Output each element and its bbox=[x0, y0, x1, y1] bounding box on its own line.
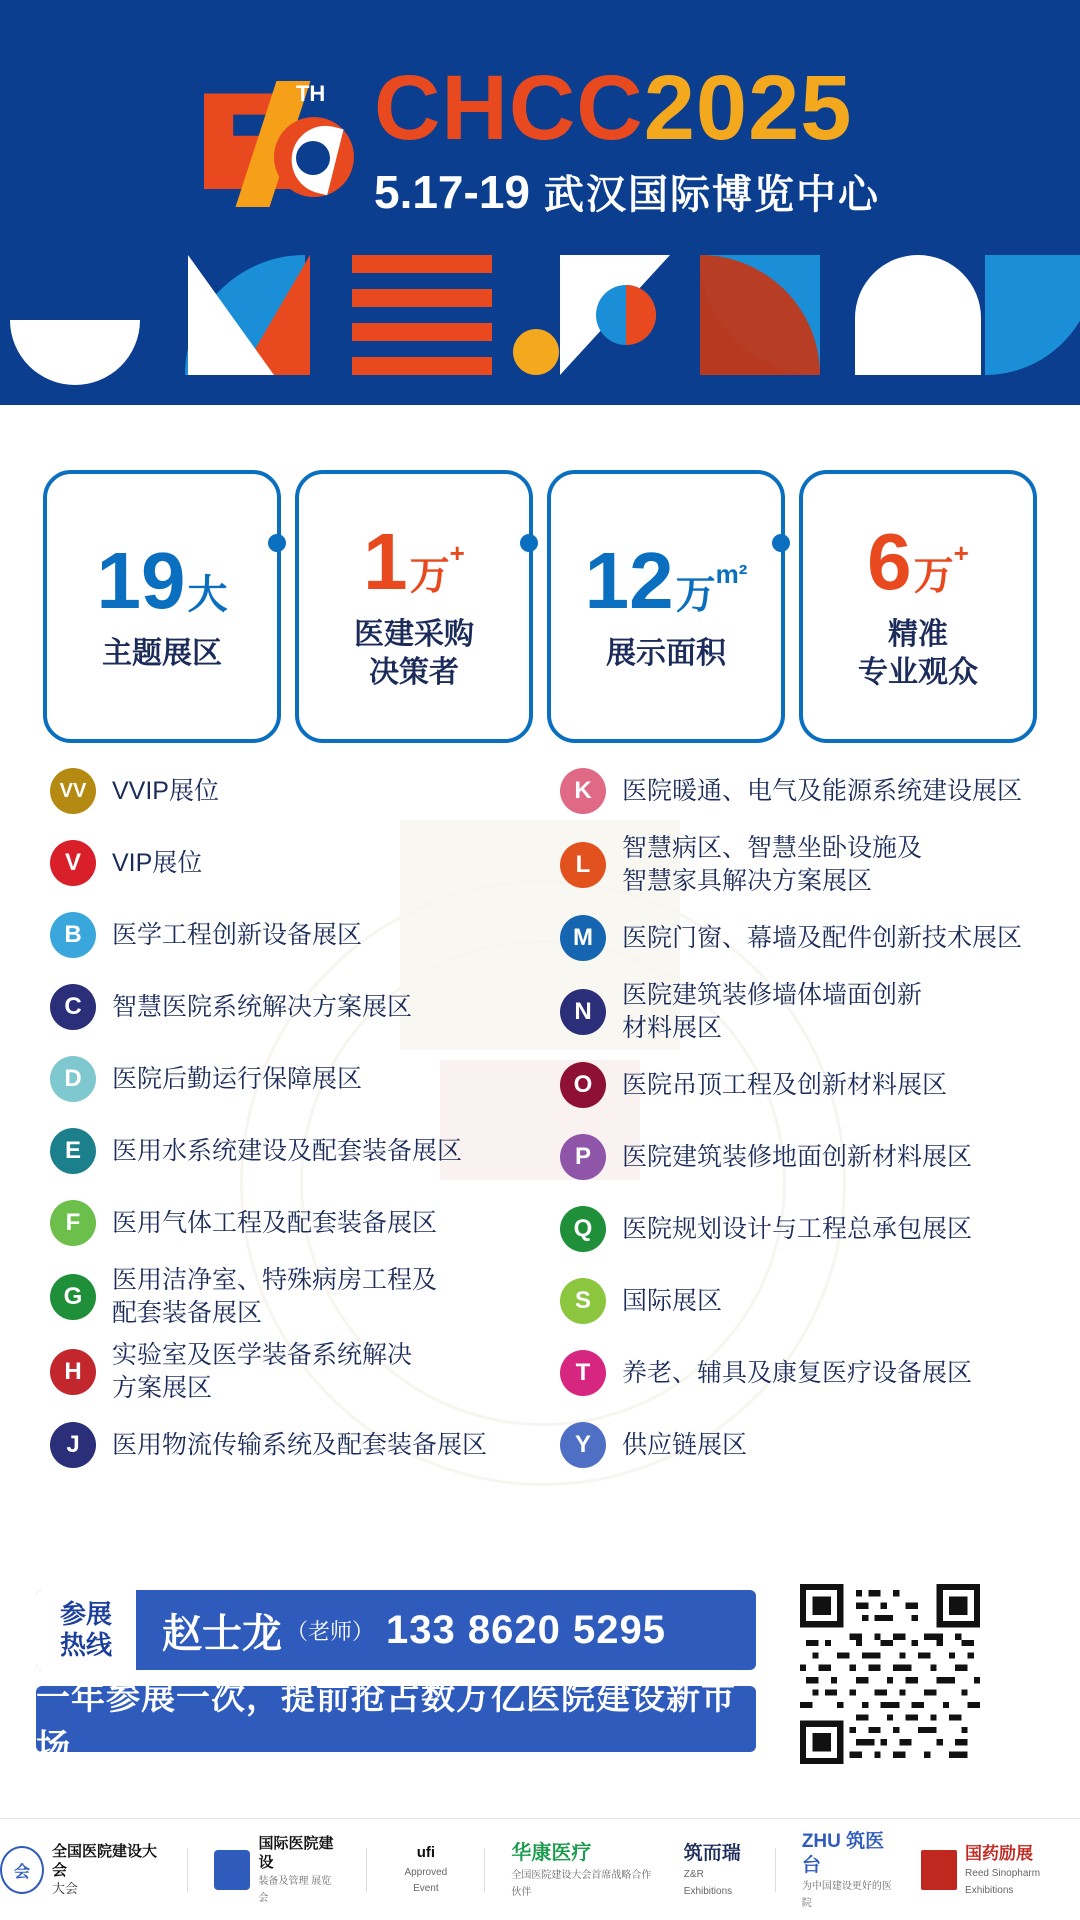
footer-1-sub: 装备及管理 展览会 bbox=[258, 1876, 332, 1904]
footer-3-name: 华康医疗 bbox=[511, 1842, 592, 1864]
slogan-bar: 一年参展一次，提前抢占数万亿医院建设新市场 bbox=[36, 1686, 756, 1752]
zone-label: 医用水系统建设及配套装备展区 bbox=[112, 1136, 463, 1165]
zone-badge-L: L bbox=[560, 842, 606, 888]
zone-label: 供应链展区 bbox=[622, 1430, 748, 1459]
zone-label: 医院门窗、幕墙及配件创新技术展区 bbox=[622, 923, 1023, 952]
footer-logo-6 bbox=[921, 1843, 1080, 1897]
zone-item bbox=[50, 976, 570, 1038]
zone-label: 医院规划设计与工程总承包展区 bbox=[622, 1214, 973, 1243]
qr-code[interactable] bbox=[800, 1584, 980, 1764]
zone-label: VIP展位 bbox=[112, 848, 203, 877]
anniversary-mark-icon bbox=[200, 67, 370, 217]
zone-item bbox=[560, 1270, 1080, 1332]
zone-label: 养老、辅具及康复医疗设备展区 bbox=[622, 1358, 973, 1387]
stat-3-label-b: 专业观众 bbox=[858, 655, 978, 689]
footer-1-name: 国际医院建设 bbox=[258, 1834, 334, 1871]
footer-logo-0 bbox=[0, 1843, 161, 1897]
footer-5-sub: 为中国建设更好的医院 bbox=[801, 1881, 892, 1909]
sinopharm-mark-icon bbox=[921, 1850, 957, 1890]
zone-item bbox=[50, 1192, 570, 1254]
decorative-band bbox=[0, 225, 1080, 405]
zone-item bbox=[560, 1054, 1080, 1116]
stat-1-value: 1 bbox=[363, 517, 408, 606]
zone-badge-N: N bbox=[560, 989, 606, 1035]
stat-card-1 bbox=[295, 470, 533, 743]
zone-badge-Q: Q bbox=[560, 1206, 606, 1252]
stat-0-label: 主题展区 bbox=[102, 636, 222, 670]
contact-phone[interactable]: 133 8620 5295 bbox=[386, 1607, 666, 1652]
bars-decor-icon bbox=[352, 255, 492, 375]
footer-6-sub: Reed Sinopharm Exhibitions bbox=[965, 1868, 1041, 1896]
zone-badge-B: B bbox=[50, 912, 96, 958]
zone-badge-F: F bbox=[50, 1200, 96, 1246]
zone-item bbox=[50, 1339, 570, 1404]
zone-list bbox=[0, 760, 1080, 1550]
contact-section bbox=[0, 1560, 1080, 1810]
zone-badge-K: K bbox=[560, 768, 606, 814]
footer-6-name: 国药励展 bbox=[965, 1843, 1034, 1863]
stat-0-value: 19 bbox=[96, 535, 186, 625]
footer-3-sub: 全国医院建设大会首席战略合作伙伴 bbox=[511, 1870, 652, 1898]
building-icon bbox=[214, 1850, 250, 1890]
stat-card-2 bbox=[547, 470, 785, 743]
event-date: 5.17-19 bbox=[373, 165, 530, 218]
zone-label: 医用物流传输系统及配套装备展区 bbox=[112, 1430, 488, 1459]
zone-label: 医院吊顶工程及创新材料展区 bbox=[622, 1070, 948, 1099]
event-venue: 武汉国际博览中心 bbox=[544, 172, 880, 217]
footer-logo-2 bbox=[393, 1844, 458, 1896]
footer-logo-4 bbox=[684, 1842, 749, 1899]
footer-logo-1 bbox=[214, 1835, 340, 1906]
zone-badge-D: D bbox=[50, 1056, 96, 1102]
brand-title-part2: 2025 bbox=[643, 57, 853, 160]
stat-3-value: 6 bbox=[867, 517, 912, 606]
stat-3-label-a: 精准 bbox=[888, 618, 948, 651]
zone-badge-Y: Y bbox=[560, 1422, 606, 1468]
zone-badge-T: T bbox=[560, 1350, 606, 1396]
stat-1-sup: + bbox=[449, 538, 465, 568]
footer-logo-5 bbox=[802, 1830, 895, 1911]
zone-item bbox=[560, 1414, 1080, 1476]
seal-icon: 会 bbox=[0, 1846, 44, 1894]
zone-label: 国际展区 bbox=[622, 1286, 723, 1315]
zone-label: 医用洁净室、特殊病房工程及 配套装备展区 bbox=[112, 1266, 438, 1327]
stat-0-unit: 大 bbox=[187, 572, 228, 617]
footer-0-name: 全国医院建设大会 bbox=[52, 1843, 158, 1879]
zone-item bbox=[560, 1342, 1080, 1404]
stat-2-unit: 万 bbox=[675, 572, 716, 617]
zone-label: 医院建筑装修地面创新材料展区 bbox=[622, 1142, 973, 1171]
zone-item bbox=[50, 1048, 570, 1110]
zone-badge-M: M bbox=[560, 915, 606, 961]
zone-item bbox=[50, 760, 570, 822]
partner-footer bbox=[0, 1818, 1080, 1920]
zone-item bbox=[560, 979, 1080, 1044]
zone-item bbox=[560, 760, 1080, 822]
zone-label: 智慧病区、智慧坐卧设施及 智慧家具解决方案展区 bbox=[622, 834, 923, 895]
zone-item bbox=[50, 904, 570, 966]
zone-item bbox=[560, 1126, 1080, 1188]
hotline-tag bbox=[36, 1590, 136, 1670]
stat-card-0 bbox=[43, 470, 281, 743]
anniversary-sup: TH bbox=[295, 81, 326, 107]
zone-item bbox=[50, 1120, 570, 1182]
zone-item bbox=[50, 832, 570, 894]
stat-1-label-a: 医建采购 bbox=[354, 618, 474, 651]
hotline-tag-line2: 热线 bbox=[59, 1630, 112, 1660]
zone-column-right bbox=[560, 760, 1080, 1486]
zone-badge-P: P bbox=[560, 1134, 606, 1180]
stat-card-3 bbox=[799, 470, 1037, 743]
zone-badge-H: H bbox=[50, 1349, 96, 1395]
zone-label: 智慧医院系统解决方案展区 bbox=[112, 992, 413, 1021]
event-logo bbox=[200, 57, 880, 219]
zone-label: 医院后勤运行保障展区 bbox=[112, 1064, 363, 1093]
zone-badge-V: V bbox=[50, 840, 96, 886]
footer-5-name: ZHU 筑医台 bbox=[801, 1830, 885, 1876]
zone-badge-O: O bbox=[560, 1062, 606, 1108]
zone-label: 医院建筑装修墙体墙面创新 材料展区 bbox=[622, 981, 923, 1042]
stat-1-unit: 万 bbox=[409, 554, 450, 598]
stat-3-sup: + bbox=[953, 538, 969, 568]
stats-section bbox=[0, 430, 1080, 760]
zone-column-left bbox=[50, 760, 570, 1486]
zone-label: 医院暖通、电气及能源系统建设展区 bbox=[622, 776, 1023, 805]
zone-badge-J: J bbox=[50, 1422, 96, 1468]
zone-badge-E: E bbox=[50, 1128, 96, 1174]
zone-badge-G: G bbox=[50, 1274, 96, 1320]
footer-4-name: 筑而瑞 bbox=[683, 1842, 741, 1864]
footer-0-sub: 大会 bbox=[52, 1880, 79, 1896]
contact-name: 赵士龙 bbox=[162, 1611, 282, 1656]
hotline-bar bbox=[36, 1590, 756, 1670]
footer-logo-3 bbox=[511, 1841, 657, 1899]
zone-label: 医用气体工程及配套装备展区 bbox=[112, 1208, 438, 1237]
stat-1-label-b: 决策者 bbox=[369, 655, 459, 689]
stat-2-label: 展示面积 bbox=[606, 636, 726, 670]
zone-item bbox=[560, 907, 1080, 969]
zone-badge-S: S bbox=[560, 1278, 606, 1324]
zone-label: VVIP展位 bbox=[112, 776, 219, 805]
footer-2-name: ufi bbox=[416, 1844, 436, 1862]
qr-code-icon bbox=[800, 1584, 980, 1764]
stat-3-unit: 万 bbox=[913, 554, 954, 598]
stat-2-value: 12 bbox=[584, 535, 674, 625]
footer-2-sub: Approved Event bbox=[404, 1866, 448, 1895]
zone-label: 实验室及医学装备系统解决 方案展区 bbox=[112, 1341, 413, 1402]
brand-title-part1: CHCC bbox=[373, 57, 644, 160]
hotline-tag-line1: 参展 bbox=[59, 1598, 112, 1629]
footer-4-sub: Z&R Exhibitions bbox=[683, 1869, 733, 1897]
brand-title bbox=[373, 57, 853, 160]
zone-item bbox=[560, 832, 1080, 897]
zone-item bbox=[50, 1414, 570, 1476]
contact-role: （老师） bbox=[286, 1618, 375, 1644]
zone-badge-VV: VV bbox=[50, 768, 96, 814]
zone-item bbox=[560, 1198, 1080, 1260]
zone-item bbox=[50, 1264, 570, 1329]
zone-label: 医学工程创新设备展区 bbox=[112, 920, 363, 949]
zone-badge-C: C bbox=[50, 984, 96, 1030]
stat-2-sup: m² bbox=[715, 558, 748, 589]
